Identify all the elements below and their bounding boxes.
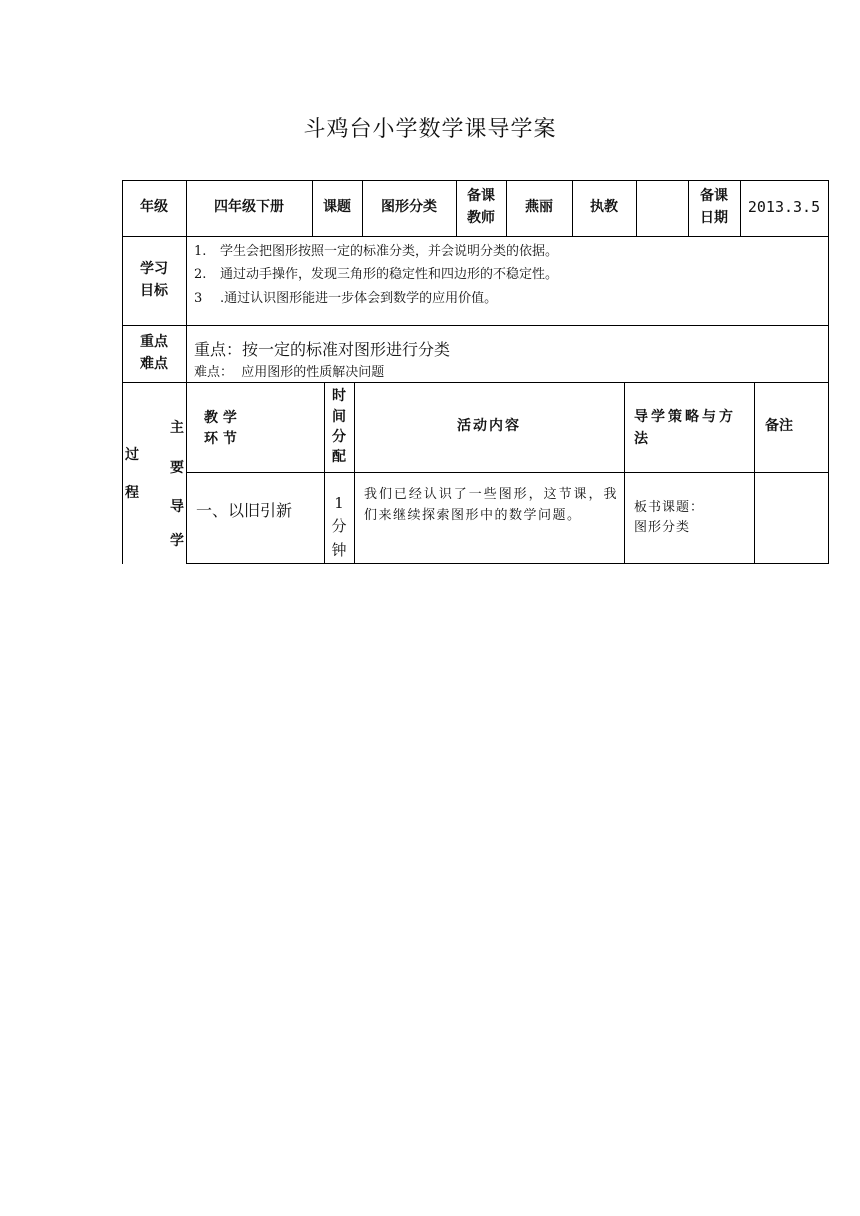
topic-label: 课题 — [323, 199, 351, 216]
teach-label: 执教 — [590, 199, 618, 216]
objective-number: 2. — [194, 267, 207, 282]
col-header-time — [324, 382, 354, 472]
prep-teacher-value: 燕丽 — [525, 199, 553, 216]
key-points-label-line1: 重点 — [140, 333, 168, 350]
col-header-strategy: 导学策略与方法 — [634, 409, 736, 448]
prep-teacher-label-line1: 备课 — [467, 188, 495, 205]
col-header-time-char: 配 — [332, 449, 346, 466]
table-row-time — [324, 490, 354, 564]
objectives-label-line2: 目标 — [140, 282, 168, 299]
col-header-stage-line1: 教 学 — [204, 410, 237, 426]
table-row-activity: 我们已经认识了一些图形，这节课，我们来继续探索图形中的数学问题。 — [364, 487, 618, 524]
objective-item — [194, 287, 497, 306]
prep-date-label — [688, 180, 740, 236]
objective-number: 1. — [194, 244, 207, 259]
process-side-label: 过 — [125, 447, 139, 463]
time-char: 分 — [331, 517, 347, 536]
col-header-activity: 活动内容 — [457, 418, 521, 435]
key-points-label-line2: 难点 — [140, 355, 168, 372]
prep-teacher-label-line2: 教师 — [467, 210, 495, 226]
col-header-time-char: 分 — [332, 429, 346, 445]
page-title: 斗鸡台小学数学课导学案 — [303, 117, 557, 142]
difficult-point-text: 难点： 应用图形的性质解决问题 — [194, 365, 385, 380]
table-row-stage: 一、以旧引新 — [196, 501, 293, 520]
key-point-text: 重点：按一定的标准对图形进行分类 — [194, 340, 451, 359]
objectives-label — [122, 236, 186, 325]
process-side-label: 导 — [170, 499, 184, 515]
col-header-time-char: 间 — [332, 408, 346, 425]
process-side-label: 程 — [125, 485, 139, 501]
objective-item — [194, 263, 558, 282]
teach-value — [636, 180, 688, 236]
strategy-line: 板书课题： — [634, 500, 705, 515]
time-char: 1 — [334, 494, 344, 513]
topic-value: 图形分类 — [381, 199, 437, 216]
objective-text: 学生会把图形按照一定的标准分类，并会说明分类的依据。 — [220, 244, 559, 259]
prep-date-value: 2013.3.5 — [747, 198, 821, 217]
table-row-notes — [754, 472, 828, 563]
objective-number: 3 — [194, 291, 203, 306]
col-header-time-char: 时 — [332, 388, 346, 405]
process-side-label: 要 — [170, 460, 184, 476]
key-points-label — [122, 325, 186, 382]
grade-value: 四年级下册 — [214, 199, 284, 216]
col-header-stage-line2: 环 节 — [204, 431, 237, 447]
objective-item — [194, 240, 558, 259]
prep-date-label-line2: 日期 — [700, 210, 728, 226]
objective-text: 通过动手操作，发现三角形的稳定性和四边形的不稳定性。 — [220, 267, 559, 282]
process-side-label: 主 — [170, 420, 184, 436]
col-header-stage — [204, 408, 237, 450]
process-side-label: 学 — [170, 533, 184, 549]
table-row-strategy — [634, 498, 704, 538]
time-char: 钟 — [331, 540, 347, 559]
prep-date-label-line1: 备课 — [700, 188, 728, 205]
grade-label: 年级 — [140, 199, 168, 216]
strategy-line: 图形分类 — [634, 520, 691, 536]
objective-text: .通过认识图形能进一步体会到数学的应用价值。 — [220, 291, 498, 306]
col-header-notes: 备注 — [765, 418, 793, 435]
prep-teacher-label — [456, 180, 506, 236]
objectives-label-line1: 学习 — [140, 260, 168, 277]
